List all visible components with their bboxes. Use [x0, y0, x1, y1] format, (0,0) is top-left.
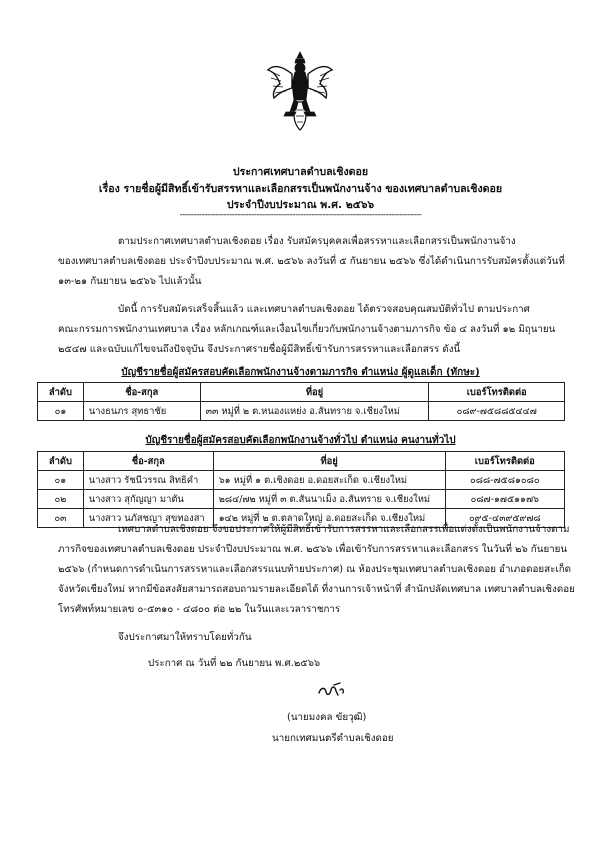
cell-address: ๖๑ หมู่ที่ ๑ ต.เชิงดอย อ.ดอยสะเก็ด จ.เชียงใหม่	[213, 471, 445, 490]
cell-phone: ๐๘๘-๗๕๘๑๐๘๐	[445, 471, 564, 490]
col-header-phone: เบอร์โทรติดต่อ	[445, 452, 564, 471]
signatory-title: นายกเทศมนตรีตำบลเชิงดอย	[272, 733, 394, 744]
garuda-emblem-icon	[266, 50, 334, 132]
col-header-order: ลำดับ	[38, 452, 84, 471]
cell-order: ๐๒	[38, 490, 84, 509]
announcement-date: ประกาศ ณ วันที่ ๒๒ กันยายน พ.ศ.๒๕๖๖	[148, 658, 321, 669]
cell-name: นางสาว สุกัญญา มาตัน	[83, 490, 213, 509]
table1-header-row	[38, 383, 565, 402]
col-header-address: ที่อยู่	[213, 452, 445, 471]
announcement-subject: เรื่อง รายชื่อผู้มีสิทธิ์เข้ารับสรรหาและเลือกสรรเป็นพนักงานจ้าง ของเทศบาลตำบลเชิงดอย	[98, 183, 503, 195]
table2	[37, 451, 565, 528]
cell-order: ๐๓	[38, 509, 84, 528]
intro-p2-line1: บัดนี้ การรับสมัครเสร็จสิ้นแล้ว และเทศบาลตำบลเชิงดอย ได้ตรวจสอบคุณสมบัติทั่วไป ตามประกาศ	[118, 304, 530, 315]
signatory-name: (นายมงคล ขัยวุฒิ)	[287, 712, 367, 723]
table1-caption: บัญชีรายชื่อผู้สมัครสอบคัดเลือกพนักงานจ้างตามภารกิจ ตำแหน่ง ผู้ดูแลเด็ก (ทักษะ)	[121, 367, 480, 378]
closing-notice: จึงประกาศมาให้ทราบโดยทั่วกัน	[118, 632, 252, 643]
table-row	[38, 471, 565, 490]
handwritten-signature	[316, 681, 346, 701]
table1	[37, 382, 565, 421]
cell-phone: ๐๘๗-๑๗๕๑๑๗๖	[445, 490, 564, 509]
table2-caption: บัญชีรายชื่อผู้สมัครสอบคัดเลือกพนักงานจ้างทั่วไป ตำแหน่ง คนงานทั่วไป	[145, 435, 456, 446]
intro-p2-line2: คณะกรรมการพนักงานเทศบาล เรื่อง หลักเกณฑ์และเงื่อนไขเกี่ยวกับพนักงานจ้างตามภารกิจ ข้อ ๔ ลงวันที่ ๑๒ มิถุนายน	[58, 324, 556, 335]
header-separator: ----------------------------------------------------------------------------------------	[179, 210, 422, 220]
intro-p2-line3: ๒๕๔๗ และฉบับแก้ไขจนถึงปัจจุบัน จึงประกาศรายชื่อผู้มีสิทธิ์เข้ารับการสรรหาและเลือกสรร ดังนี้	[58, 344, 461, 355]
announcement-fiscal-year: ประจำปีงบประมาณ พ.ศ. ๒๕๖๖	[226, 199, 375, 211]
closing-p3-line5: โทรศัพท์หมายเลข ๐-๕๓๑๐ - ๔๘๐๐ ต่อ ๒๒ ในวันและเวลาราชการ	[58, 604, 341, 615]
cell-address: ๑๔๒ หมู่ที่ ๒ ต.ตลาดใหญ่ อ.ดอยสะเก็ด จ.เชียงใหม่	[213, 509, 445, 528]
col-header-phone: เบอร์โทรติดต่อ	[429, 383, 565, 402]
closing-p3-line1: เทศบาลตำบลเชิงดอย จึงขอประกาศให้ผู้มีสิทธิ์เข้ารับการสรรหาและเลือกสรรเพื่อแต่งตั้งเป็นพนักงานจ้างตาม	[118, 524, 570, 535]
table2-header-row	[38, 452, 565, 471]
announcement-issuer: ประกาศเทศบาลตำบลเชิงดอย	[232, 166, 369, 178]
table-row	[38, 402, 565, 421]
cell-address: ๒๘๔/๗๒ หมู่ที่ ๓ ต.สันนาเม็ง อ.สันทราย จ.เชียงใหม่	[213, 490, 445, 509]
cell-name: นางธนภร สุทธาชัย	[83, 402, 200, 421]
cell-name: นางสาว รัชนีวรรณ สิทธิคำ	[83, 471, 213, 490]
cell-order: ๐๑	[38, 471, 84, 490]
col-header-name: ชื่อ-สกุล	[83, 452, 213, 471]
col-header-name: ชื่อ-สกุล	[83, 383, 200, 402]
cell-phone: ๐๙๕-๔๓๙๕๙๗๘	[445, 509, 564, 528]
closing-p3-line3: ๒๕๖๖ (กำหนดการดำเนินการสรรหาและเลือกสรรแนบท้ายประกาศ) ณ ห้องประชุมเทศบาลตำบลเชิงดอย อำเภอดอยสะเก็ด	[58, 564, 572, 575]
closing-p3-line4: จังหวัดเชียงใหม่ หากมีข้อสงสัยสามารถสอบถามรายละเอียดได้ ที่งานการเจ้าหน้าที่ สำนักปลัดเทศบาล เทศบาลตำบลเชิงดอย	[58, 584, 575, 595]
cell-address: ๓๓ หมู่ที่ ๒ ต.หนองแหย่ง อ.สันทราย จ.เชียงใหม่	[200, 402, 429, 421]
intro-p1-line1: ตามประกาศเทศบาลตำบลเชิงดอย เรื่อง รับสมัครบุคคลเพื่อสรรหาและเลือกสรรเป็นพนักงานจ้าง	[118, 236, 516, 247]
table-row	[38, 490, 565, 509]
col-header-order: ลำดับ	[38, 383, 84, 402]
cell-name: นางสาว นภัสชญา สุขทองสา	[83, 509, 213, 528]
cell-order: ๐๑	[38, 402, 84, 421]
cell-phone: ๐๘๙-๗๕๘๘๕๔๔๗	[429, 402, 565, 421]
closing-p3-line2: ภารกิจของเทศบาลตำบลเชิงดอย ประจำปีงบประมาณ พ.ศ. ๒๕๖๖ เพื่อเข้ารับการสรรหาและเลือกสรร ในวันที่ ๒๖ กันยายน	[58, 544, 568, 555]
col-header-address: ที่อยู่	[200, 383, 429, 402]
intro-p1-line3: ๑๓-๒๑ กันยายน ๒๕๖๖ ไปแล้วนั้น	[58, 276, 202, 287]
intro-p1-line2: ของเทศบาลตำบลเชิงดอย ประจำปีงบประมาณ พ.ศ. ๒๕๖๖ ลงวันที่ ๕ กันยายน ๒๕๖๖ ซึ่งได้ดำเนินการรับสมัครตั้งแต่วันที่	[58, 256, 565, 267]
